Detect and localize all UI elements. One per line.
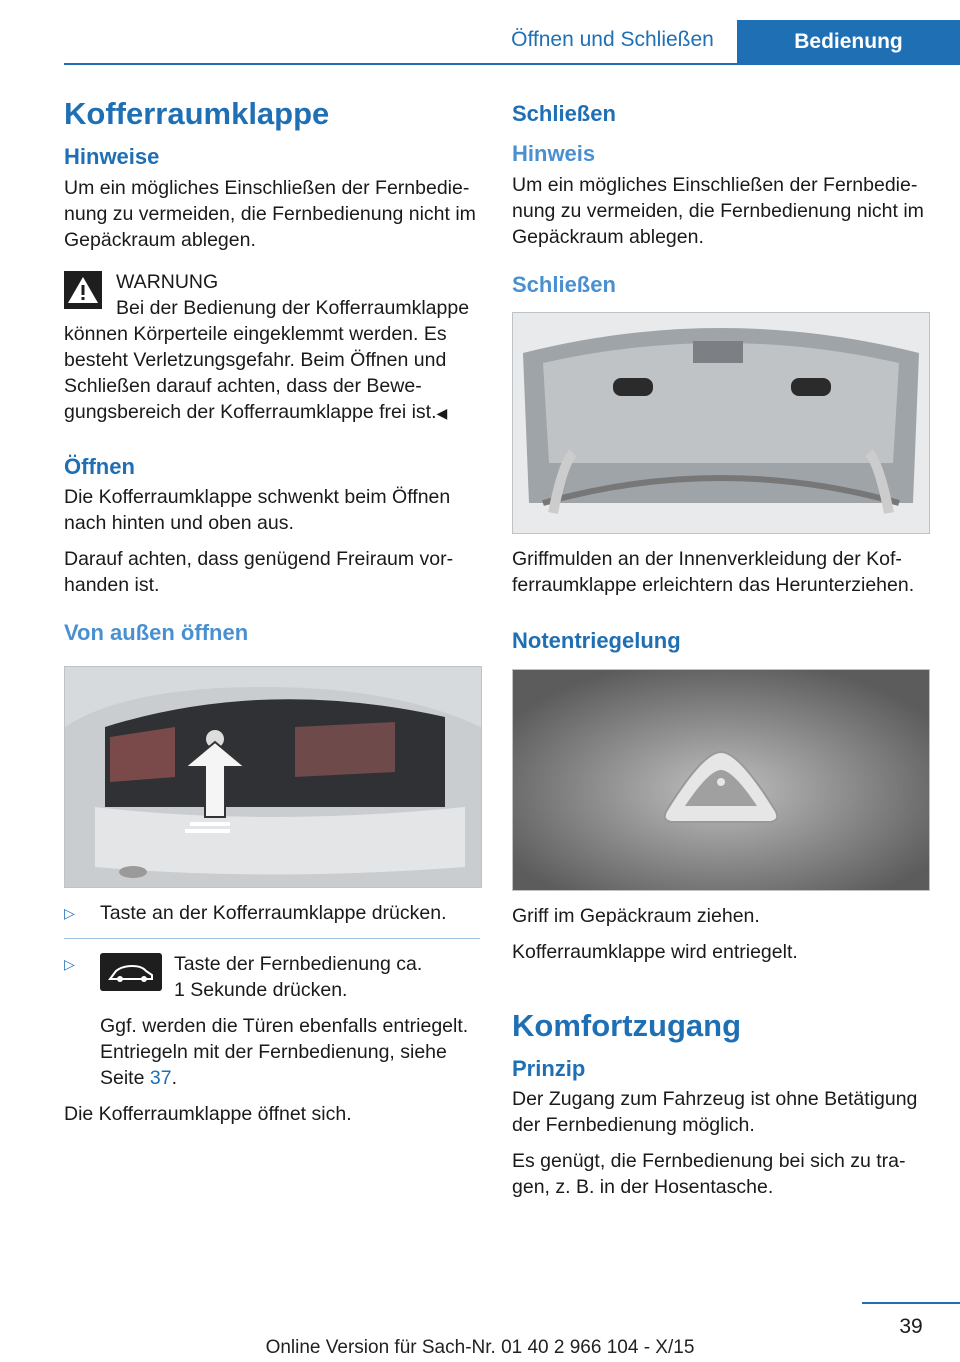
oeffnen-text2: Darauf achten, dass genügend Freiraum vor‐handen ist. — [64, 547, 454, 596]
bullet1-text: Taste an der Kofferraumklappe drücken. — [100, 902, 447, 925]
schliessen-heading: Schließen — [512, 101, 616, 126]
bullet-remote — [64, 951, 480, 1091]
page-reference-link[interactable]: 37 — [149, 1067, 172, 1090]
right-column — [512, 95, 928, 1210]
warning-block — [64, 269, 480, 426]
hinweis-text: Um ein mögliches Einschließen der Fernbedie‐nung zu vermeiden, die Fernbedienung nicht im Gepäckraum ablegen. — [512, 173, 924, 248]
bullet-press-button — [64, 900, 480, 926]
trunk-exterior-image — [64, 666, 482, 888]
footer-text: Online Version für Sach-Nr. 01 40 2 966 104 - X/15 — [265, 1337, 695, 1358]
hinweis-heading: Hinweis — [512, 141, 596, 167]
oeffnen-text1: Die Kofferraumklappe schwenkt beim Öffnen nach hinten und oben aus. — [64, 485, 451, 534]
bullet-marker-icon: ▷ — [64, 905, 75, 922]
closing-text: Die Kofferraumklappe öffnet sich. — [64, 1103, 352, 1126]
left-column — [64, 95, 480, 1137]
komfort-heading: Komfortzugang — [512, 1007, 742, 1043]
schliessen-sub-heading: Schließen — [512, 271, 616, 297]
bullet-divider — [64, 938, 480, 939]
prinzip-text1: Der Zugang zum Fahrzeug ist ohne Betätigung der Fernbedienung möglich. — [512, 1088, 918, 1137]
warning-rest: können Körperteile eingeklemmt werden. Es besteht Verletzungsgefahr. Beim Öffnen und Schließen darauf achten, dass der Bewe‐gungsbereich der Kofferraumklappe frei ist. — [64, 322, 447, 423]
end-mark: ◀ — [436, 404, 448, 421]
emergency-release-image — [512, 669, 930, 891]
warning-icon — [64, 271, 102, 309]
aussen-heading: Von außen öffnen — [64, 619, 249, 645]
caption1: Griffmulden an der Innenverkleidung der Kof‐ferraumklappe erleichtern das Herunterziehen. — [512, 548, 915, 597]
hinweise-heading: Hinweise — [64, 144, 160, 170]
bullet2-sub — [100, 1013, 480, 1091]
footer-rule — [862, 1302, 960, 1304]
notent-text1: Griff im Gepäckraum ziehen. — [512, 904, 760, 927]
trunk-interior-image — [512, 312, 930, 534]
bullet2-sub-text: Ggf. werden die Türen ebenfalls entriegelt. Entriegeln mit der Fernbedienung, siehe Seite — [100, 1015, 469, 1090]
header-rule — [64, 63, 960, 65]
bullet2-sub-end: . — [171, 1067, 177, 1090]
oeffnen-heading: Öffnen — [64, 453, 135, 479]
header-chapter-tab: Bedienung — [737, 20, 960, 64]
page-number: 39 — [899, 1315, 923, 1338]
warning-text — [64, 321, 480, 426]
page-title: Kofferraumklappe — [64, 96, 330, 131]
warning-label: WARNUNG — [116, 270, 219, 293]
prinzip-text2: Es genügt, die Fernbedienung bei sich zu tra‐gen, z. B. in der Hosentasche. — [512, 1150, 906, 1199]
warning-line1: Bei der Bedienung der Kofferraumklappe — [116, 296, 470, 319]
bullet2-line1: Taste der Fernbedienung ca. — [174, 953, 423, 976]
bullet-marker-icon: ▷ — [64, 956, 75, 973]
prinzip-heading: Prinzip — [512, 1055, 586, 1081]
notent-text2: Kofferraumklappe wird entriegelt. — [512, 940, 798, 963]
header-section-title: Öffnen und Schließen — [511, 28, 714, 51]
bullet2-line2: 1 Sekunde drücken. — [174, 979, 348, 1002]
hinweise-text: Um ein mögliches Einschließen der Fernbedie‐nung zu vermeiden, die Fernbedienung nicht im Gepäckraum ablegen. — [64, 176, 476, 251]
remote-trunk-icon — [100, 953, 162, 991]
notent-heading: Notentriegelung — [512, 628, 681, 654]
